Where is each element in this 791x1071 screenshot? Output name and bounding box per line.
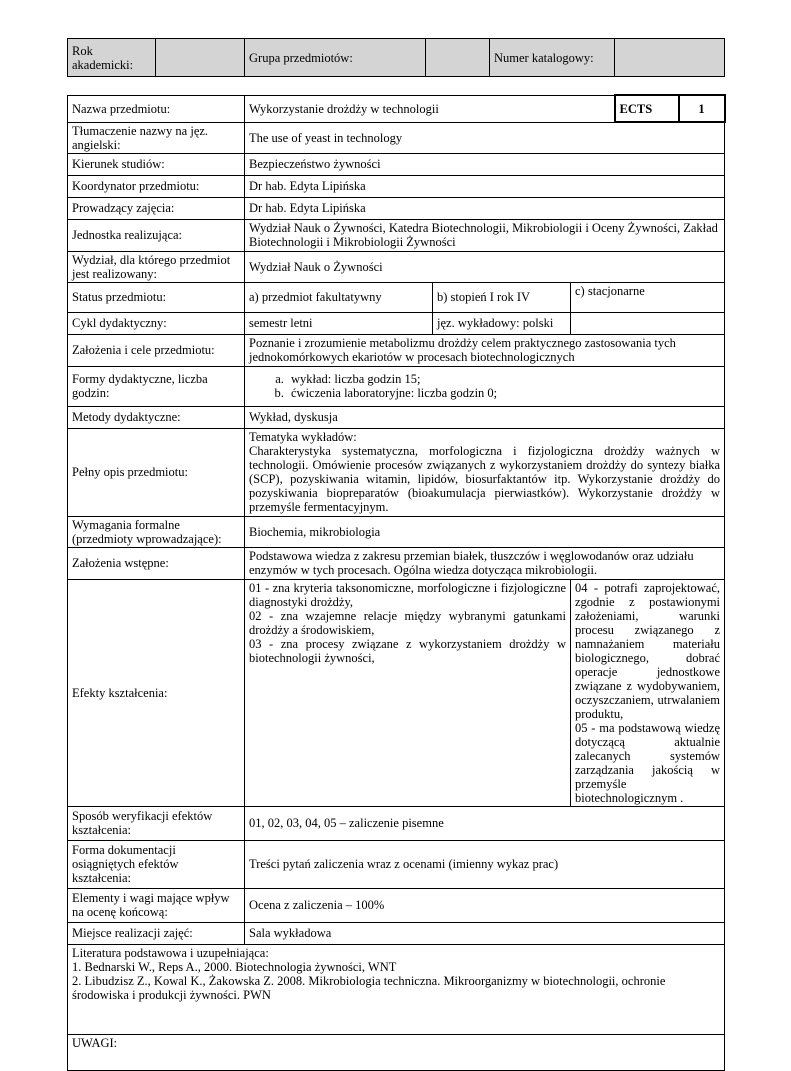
grading-weights-label: Elementy i wagi mające wpływ na ocenę końcową: [68, 888, 245, 922]
description-text: Charakterystyka systematyczna, morfologiczna i fizjologiczna drożdży ważnych w technologii. Omówienie procesów związanych z wykorzystaniem drożdży do syntezy białka (SCP), pozyskiwania witamin, lipidów, biosurfaktantów itp. Wykorzystanie drożdży do pozyskiwania biopreparatów (bioakumulacja pierwiastków). Wykorzystanie drożdży w przemyśle fermentacyjnym. [249, 444, 721, 514]
literature-item: 2. Libudzisz Z., Kowal K., Żakowska Z. 2008. Mikrobiologia techniczna. Mikroorganizmy w biotechnologii, ochronie środowiska i produkcji żywności. PWN [72, 973, 666, 1002]
learning-outcomes-label: Efekty kształcenia: [68, 579, 245, 806]
coordinator-value: Dr hab. Edyta Lipińska [245, 175, 725, 197]
aims-label: Założenia i cele przedmiotu: [68, 334, 245, 366]
learning-outcomes-right: 04 - potrafi zaprojektować, zgodnie z postawionymi założeniami, warunki procesu związanego z namnażaniem materiału biologicznego, dobrać operacje jednostkowe związane z wydobywaniem, oczyszczaniem, utrwalaniem produktu, 05 - ma podstawową wiedzę dotyczącą aktualnie zalecanych systemów zarządzania jakością w przemyśle biotechnologicznym . [571, 579, 725, 806]
field-of-study-value: Bezpieczeństwo żywności [245, 153, 725, 175]
academic-year-label: Rok akademicki: [68, 39, 156, 77]
documentation-value: Treści pytań zaliczenia wraz z ocenami (imienny wykaz prac) [245, 840, 725, 888]
forms-label: Formy dydaktyczne, liczba godzin: [68, 366, 245, 406]
documentation-label: Forma dokumentacji osiągniętych efektów kształcenia: [68, 840, 245, 888]
ects-value: 1 [679, 95, 725, 122]
verification-value: 01, 02, 03, 04, 05 – zaliczenie pisemne [245, 806, 725, 840]
description-label: Pełny opis przedmiotu: [68, 428, 245, 516]
course-name-label: Nazwa przedmiotu: [68, 95, 245, 122]
course-group-label: Grupa przedmiotów: [245, 39, 426, 77]
course-name-value: Wykorzystanie drożdży w technologii [245, 95, 615, 122]
location-value: Sala wykładowa [245, 922, 725, 944]
cycle-label: Cykl dydaktyczny: [68, 312, 245, 334]
description-heading: Tematyka wykładów: [249, 430, 357, 444]
status-type: a) przedmiot fakultatywny [245, 282, 433, 312]
location-label: Miejsce realizacji zajęć: [68, 922, 245, 944]
course-syllabus-table [67, 94, 726, 1071]
translation-label: Tłumaczenie nazwy na jęz. angielski: [68, 122, 245, 153]
forms-item-lecture: a. wykład: liczba godzin 15; [287, 372, 720, 386]
cycle-empty-cell [571, 312, 725, 334]
aims-value: Poznanie i zrozumienie metabolizmu drożdży celem praktycznego zastosowania tych jednokomórkowych ekariotów w procesach biotechnologicznych [245, 334, 725, 366]
course-group-value [426, 39, 490, 77]
notes-label: UWAGI: [72, 1035, 118, 1050]
notes-section [68, 1034, 725, 1070]
verification-label: Sposób weryfikacji efektów kształcenia: [68, 806, 245, 840]
lecture-language: jęz. wykładowy: polski [433, 312, 571, 334]
grading-weights-value: Ocena z zaliczenia – 100% [245, 888, 725, 922]
academic-year-value [156, 39, 245, 77]
forms-value [245, 366, 725, 406]
lecturer-label: Prowadzący zajęcia: [68, 197, 245, 219]
forms-item-lab: b. ćwiczenia laboratoryjne: liczba godzin 0; [287, 386, 720, 400]
translation-value: The use of yeast in technology [245, 122, 725, 153]
prerequisites-label: Założenia wstępne: [68, 547, 245, 579]
unit-label: Jednostka realizująca: [68, 219, 245, 251]
faculty-label: Wydział, dla którego przedmiot jest realizowany: [68, 251, 245, 282]
coordinator-label: Koordynator przedmiotu: [68, 175, 245, 197]
description-value [245, 428, 725, 516]
literature-heading: Literatura podstawowa i uzupełniająca: [72, 945, 269, 960]
header-table [67, 38, 725, 77]
status-level: b) stopień I rok IV [433, 282, 571, 312]
learning-outcomes-left: 01 - zna kryteria taksonomiczne, morfologiczne i fizjologiczne diagnostyki drożdży, 02 - zna wzajemne relacje między wybranymi gatunkami drożdży a środowiskiem, 03 - zna procesy związane z wykorzystaniem drożdży w biotechnologii żywności, [245, 579, 571, 806]
catalog-number-value [615, 39, 725, 77]
unit-value: Wydział Nauk o Żywności, Katedra Biotechnologii, Mikrobiologii i Oceny Żywności, Zakład Biotechnologii i Mikrobiologii Żywności [245, 219, 725, 251]
catalog-number-label: Numer katalogowy: [490, 39, 615, 77]
requirements-label: Wymagania formalne (przedmioty wprowadzające): [68, 516, 245, 547]
methods-value: Wykład, dyskusja [245, 406, 725, 428]
status-mode: c) stacjonarne [571, 282, 725, 312]
lecturer-value: Dr hab. Edyta Lipińska [245, 197, 725, 219]
field-of-study-label: Kierunek studiów: [68, 153, 245, 175]
status-label: Status przedmiotu: [68, 282, 245, 312]
literature-section [68, 944, 725, 1034]
prerequisites-value: Podstawowa wiedza z zakresu przemian białek, tłuszczów i węglowodanów oraz udziału enzymów w tych procesach. Ogólna wiedza dotycząca mikrobiologii. [245, 547, 725, 579]
faculty-value: Wydział Nauk o Żywności [245, 251, 725, 282]
cycle-value: semestr letni [245, 312, 433, 334]
forms-list [249, 372, 720, 400]
methods-label: Metody dydaktyczne: [68, 406, 245, 428]
literature-item: 1. Bednarski W., Reps A., 2000. Biotechnologia żywności, WNT [72, 959, 397, 974]
requirements-value: Biochemia, mikrobiologia [245, 516, 725, 547]
ects-label: ECTS [615, 95, 679, 122]
